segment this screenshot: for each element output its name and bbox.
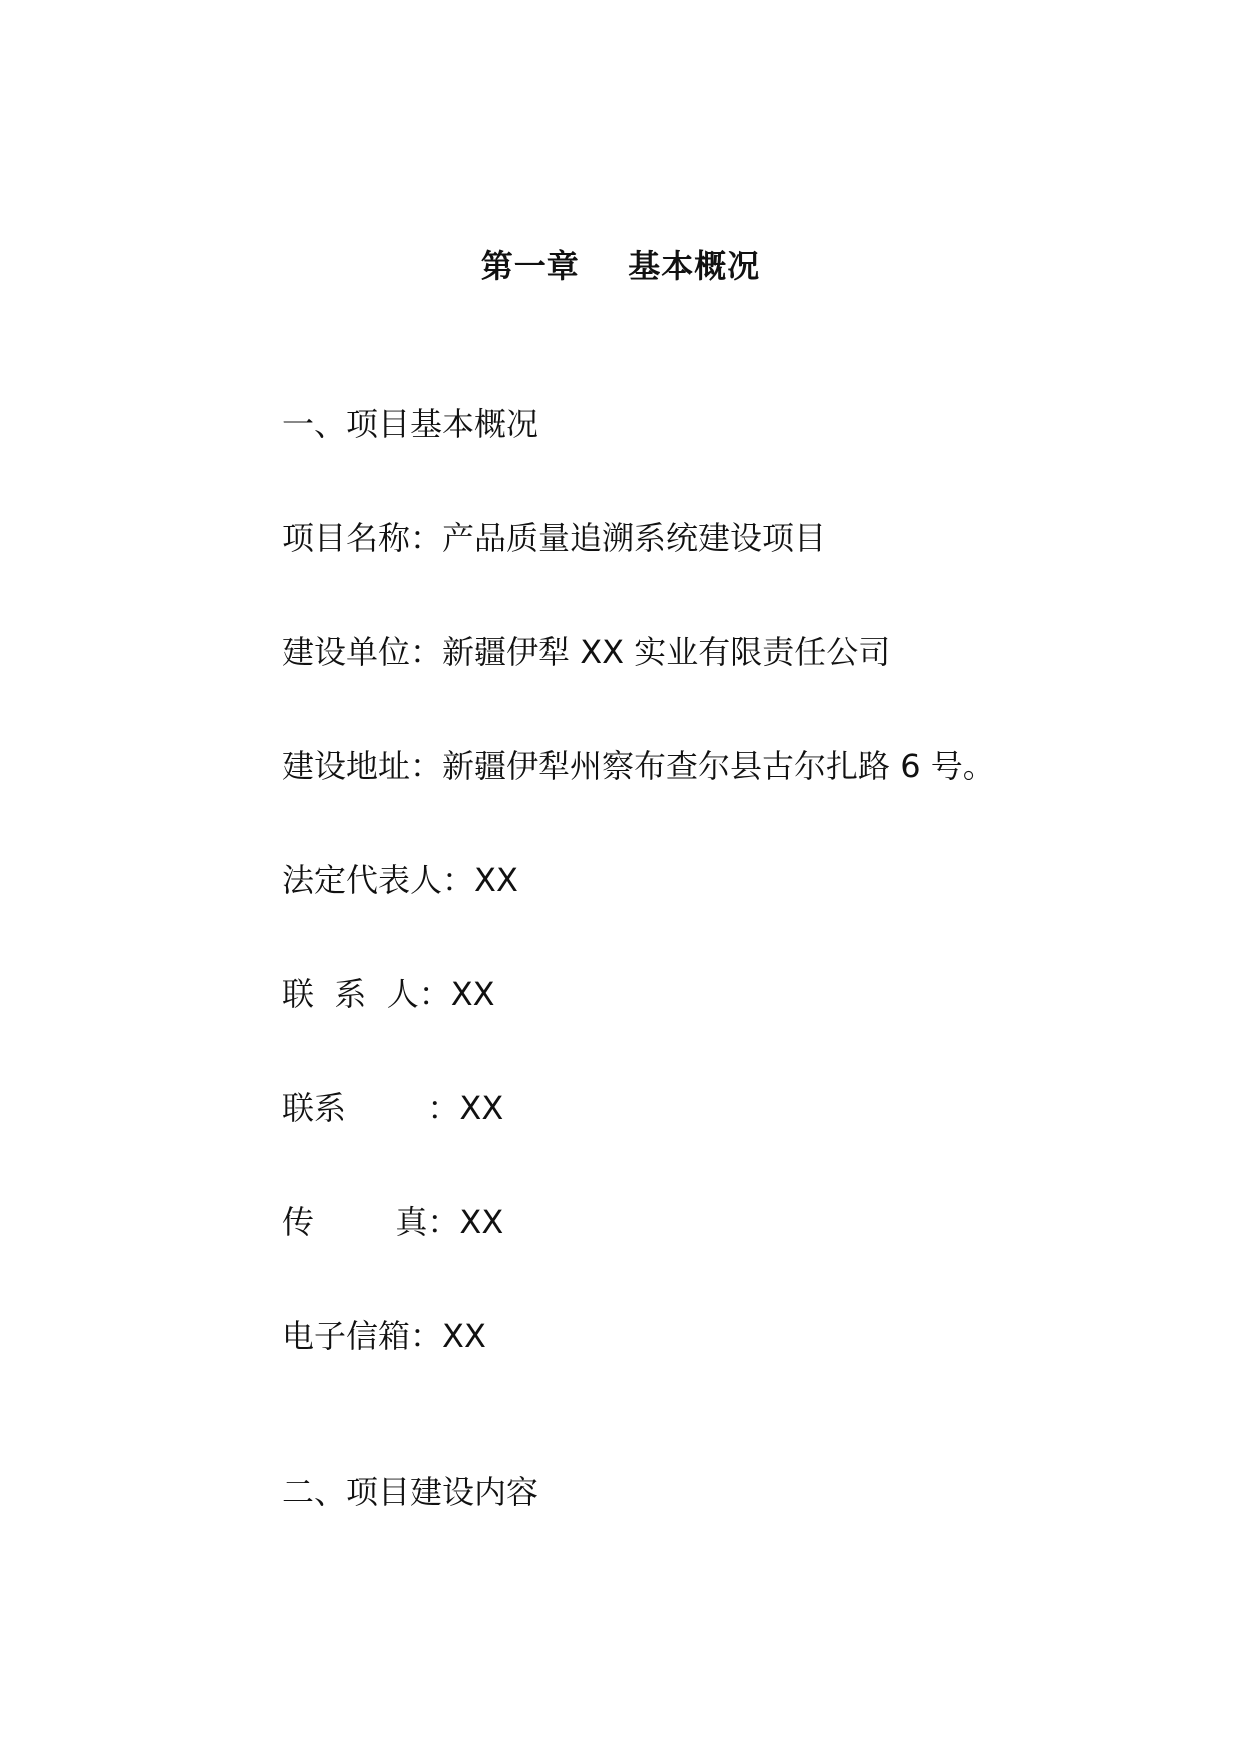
field-value: 产品质量追溯系统建设项目 [442, 519, 827, 557]
field-construction-address [282, 744, 995, 788]
field-legal-representative [282, 858, 518, 902]
field-construction-unit [282, 630, 890, 674]
field-value: XX [459, 1203, 504, 1241]
section-heading-construction-content: 二、项目建设内容 [282, 1473, 539, 1511]
section-heading-basic-overview: 一、项目基本概况 [282, 405, 539, 443]
field-label: 项目名称： [282, 519, 443, 557]
field-value: XX [442, 1317, 486, 1355]
field-fax [282, 1200, 503, 1244]
field-project-name [282, 516, 826, 560]
field-label: 建设地址： [282, 747, 443, 785]
field-label: 联系 ： [282, 1089, 460, 1127]
field-label: 建设单位： [282, 633, 443, 671]
field-label: 电子信箱： [282, 1317, 443, 1355]
field-label: 传 真： [282, 1203, 460, 1241]
field-value: XX [459, 1089, 504, 1127]
field-label: 法定代表人： [282, 861, 475, 899]
field-value: 新疆伊犁州察布查尔县古尔扎路 6 号。 [442, 747, 995, 785]
field-contact-phone [282, 1086, 503, 1130]
field-value: XX [474, 861, 518, 899]
field-email [282, 1314, 486, 1358]
field-value: 新疆伊犁 XX 实业有限责任公司 [442, 633, 891, 671]
field-label: 联 系 人： [282, 975, 451, 1013]
field-contact-person [282, 972, 495, 1016]
chapter-title: 第一章 基本概况 [480, 247, 761, 285]
field-value: XX [450, 975, 495, 1013]
